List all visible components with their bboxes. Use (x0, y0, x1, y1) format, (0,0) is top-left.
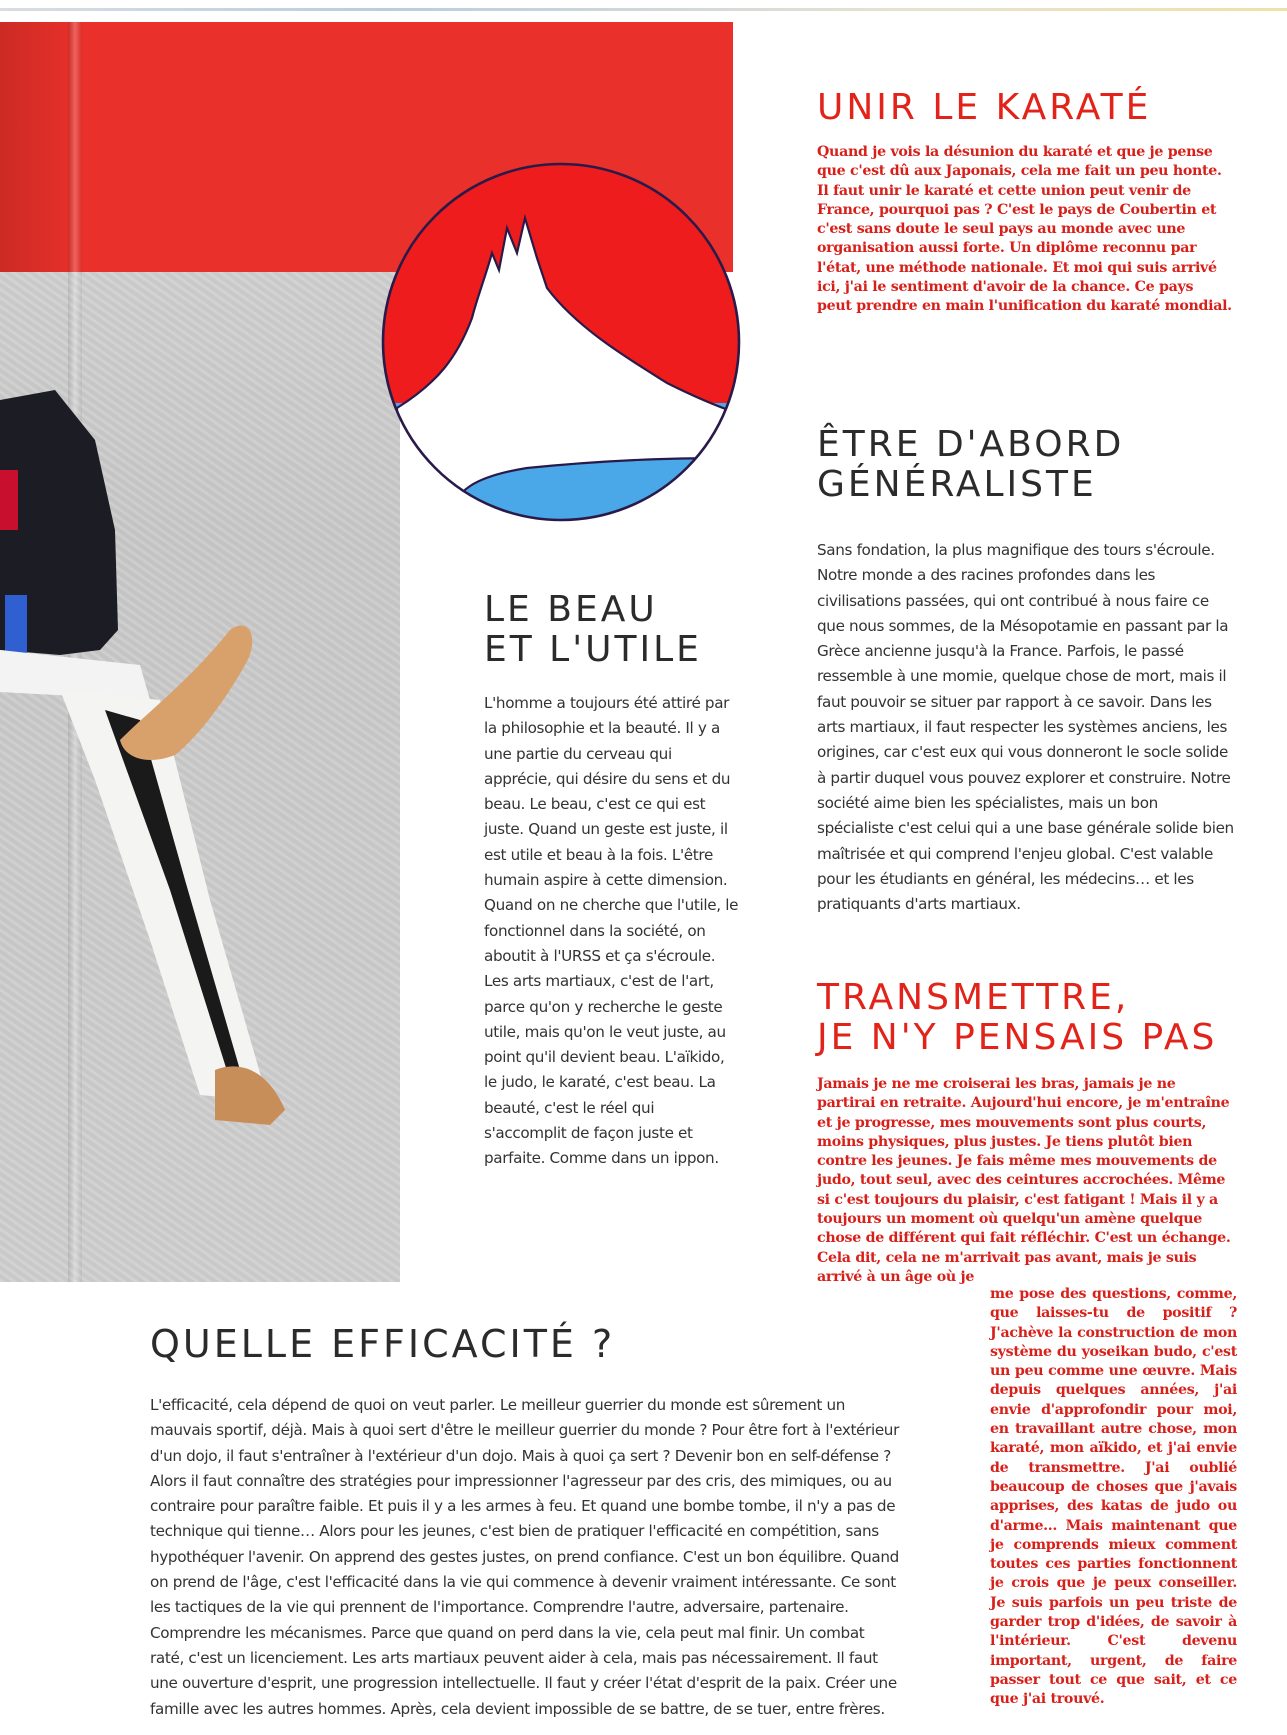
top-rule (0, 8, 1287, 11)
section-title-generaliste: ÊTRE D'ABORD GÉNÉRALISTE (817, 424, 1125, 506)
section-title-unir: UNIR LE KARATÉ (817, 87, 1152, 128)
section-title-beau: LE BEAU ET L'UTILE (484, 589, 702, 671)
section-text-beau: L'homme a toujours été attiré par la philosophie et la beauté. Il y a une partie du cerveau qui apprécie, qui désire du sens et du beau. Le beau, c'est ce qui est juste. Quand un geste est juste, il est utile et beau à la fois. L'être humain aspire à cette dimension. Quand on ne cherche que l'utile, le fonctionnel dans la société, on aboutit à l'URSS et ça s'écroule. Les arts martiaux, c'est de l'art, parce qu'on y recherche le geste utile, mais qu'on le veut juste, au point qu'il devient beau. L'aïkido, le judo, le karaté, c'est beau. La beauté, c'est le réel qui s'accomplit de façon juste et parfaite. Comme dans un ippon. (484, 694, 739, 1168)
mountain-sun-emblem-icon (377, 158, 745, 526)
section-title-efficacite: QUELLE EFFICACITÉ ? (150, 1322, 616, 1366)
section-title-transmettre: TRANSMETTRE, JE N'Y PENSAIS PAS (817, 977, 1218, 1059)
section-text-transmettre-narrow: me pose des questions, comme, que laisses-tu de positif ? J'achève la construction de mon système du yoseikan budo, c'est un peu comme une œuvre. Mais depuis quelques années, j'ai envie d'approfondir pour moi, en travaillant autre chose, mon karaté, mon aïkido, et j'ai envie de transmettre. J'ai oublié beaucoup de choses que j'avais apprises, des katas de judo ou d'arme… Mais maintenant que je comprends mieux comment toutes ces parties fonctionnent je crois que je peux conseiller. Je suis parfois un peu triste de garder trop d'idées, de savoir à l'intérieur. C'est devenu important, urgent, de faire passer tout ce que sait, et ce que j'ai trouvé. (990, 1286, 1237, 1708)
section-text-transmettre-wide: Jamais je ne me croiserai les bras, jamais je ne partirai en retraite. Aujourd'hui encore, je m'entraîne et je progresse, mes mouvements sont plus courts, moins physiques, plus justes. Je tiens plutôt bien contre les jeunes. Je fais même mes mouvements de judo, tout seul, avec des ceintures accrochées. Même si c'est toujours du plaisir, c'est fatigant ! Mais il y a toujours un moment où quelqu'un amène quelque chose de différent qui fait réfléchir. C'est un échange. Cela dit, cela ne m'arrivait pas avant, mais je suis arrivé à un âge où je (817, 1076, 1231, 1285)
karateka-figure (0, 380, 320, 1260)
section-text-efficacite: L'efficacité, cela dépend de quoi on veut parler. Le meilleur guerrier du monde est sûrement un mauvais sportif, déjà. Mais à quoi sert d'être le meilleur guerrier du monde ? Pour être fort à l'extérieur d'un dojo, il faut s'entraîner à l'extérieur d'un dojo. Mais à quoi ça sert ? Devenir bon en self-défense ? Alors il faut connaître des stratégies pour impressionner l'agresseur par des cris, des mimiques, ou au contraire pour paraître faible. Et puis il y a les armes à feu. Et quand une bombe tombe, il n'y a pas de technique qui tienne… Alors pour les jeunes, c'est bien de pratiquer l'efficacité en compétition, sans hypothéquer l'avenir. On apprend des gestes justes, on prend confiance. C'est un bon équilibre. Quand on prend de l'âge, c'est l'efficacité dans la vie qui commence à devenir vraiment intéressante. Ce sont les tactiques de la vie qui prennent de l'importance. Comprendre l'autre, adversaire, partenaire. Comprendre les mécanismes. Parce que quand on perd dans la vie, cela peut mal finir. Un combat raté, c'est un licenciement. Les arts martiaux peuvent aider à cela, mais pas nécessairement. Il faut une ouverture d'esprit, une progression intellectuelle. Il faut y créer l'état d'esprit de la paix. Créer une famille avec les autres hommes. Après, cela devient impossible de se battre, de se tuer, entre frères. (150, 1396, 899, 1718)
section-text-unir: Quand je vois la désunion du karaté et que je pense que c'est dû aux Japonais, cela me fait un peu honte. Il faut unir le karaté et cette union peut venir de France, pourquoi pas ? C'est le pays de Coubertin et c'est sans doute le seul pays au monde avec une organisation aussi forte. Un diplôme reconnu par l'état, une méthode nationale. Et moi qui suis arrivé ici, j'ai le sentiment d'avoir de la chance. Ce pays peut prendre en main l'unification du karaté mondial. (817, 144, 1232, 315)
section-text-generaliste: Sans fondation, la plus magnifique des tours s'écroule. Notre monde a des racines profondes dans les civilisations passées, qui ont contribué à nous faire ce que nous sommes, de la Mésopotamie en passant par la Grèce ancienne jusqu'à la France. Parfois, le passé ressemble à une momie, quelque chose de mort, mais il faut pouvoir se situer par rapport à ce savoir. Dans les arts martiaux, il faut respecter les systèmes anciens, les origines, car c'est eux qui vous donneront le socle solide à partir duquel vous pouvez explorer et construire. Notre société aime bien les spécialistes, mais un bon spécialiste c'est celui qui a une base générale solide bien maîtrisée et qui comprend l'enjeu global. C'est valable pour les étudiants en général, les médecins… et les pratiquants d'arts martiaux. (817, 541, 1234, 914)
